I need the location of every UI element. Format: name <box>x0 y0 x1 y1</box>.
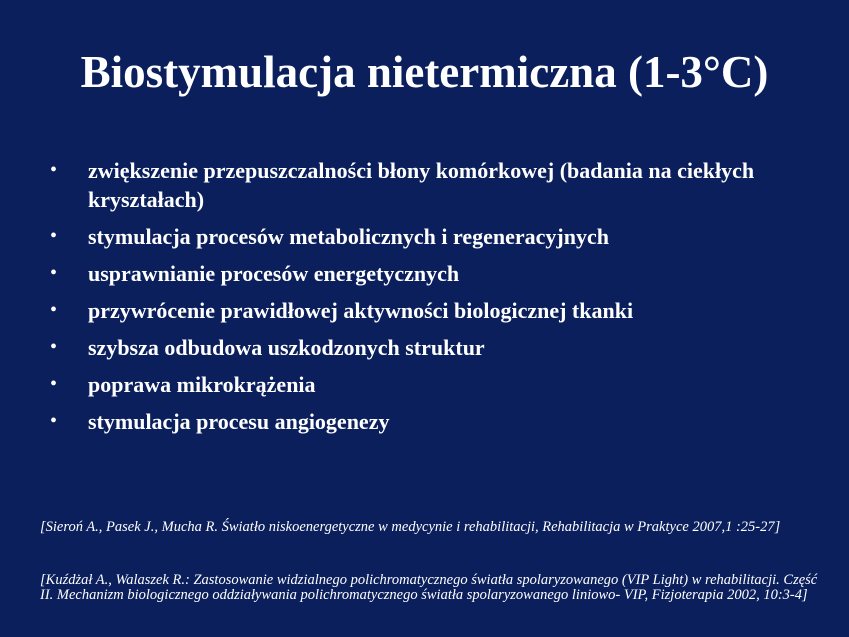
bullet-icon: • <box>50 299 58 321</box>
bullet-icon: • <box>50 262 58 284</box>
bullet-item <box>50 156 810 214</box>
bullet-text: poprawa mikrokrążenia <box>88 372 316 397</box>
bullet-text: stymulacja procesów metabolicznych i regeneracyjnych <box>88 224 609 249</box>
bullet-text: zwiększenie przepuszczalności błony komórkowej (badania na ciekłych kryształach) <box>88 158 755 212</box>
bullet-icon: • <box>50 159 58 181</box>
bullet-icon: • <box>50 373 58 395</box>
bullet-item <box>50 259 810 288</box>
bullet-text: szybsza odbudowa uszkodzonych struktur <box>88 335 485 360</box>
bullet-item <box>50 222 810 251</box>
bullet-icon: • <box>50 336 58 358</box>
bullet-text: usprawnianie procesów energetycznych <box>88 261 460 286</box>
bullet-icon: • <box>50 225 58 247</box>
bullet-item <box>50 370 810 399</box>
bullet-list <box>50 156 810 444</box>
bullet-item <box>50 407 810 436</box>
reference-citation: [Kuźdżał A., Walaszek R.: Zastosowanie widzialnego polichromatycznego światła spolaryzowanego (VIP Light) w rehabilitacji. Część II. Mechanizm biologicznego oddziaływania polichromatycznego światła spolaryzowanego liniowo- VIP, Fizjoterapia 2002, 10:3-4] <box>40 572 818 603</box>
reference-citation: [Sieroń A., Pasek J., Mucha R. Światło niskoenergetyczne w medycynie i rehabilitacji, Rehabilitacja w Praktyce 2007,1 :25-27] <box>40 519 781 535</box>
bullet-text: stymulacja procesu angiogenezy <box>88 409 390 434</box>
bullet-text: przywrócenie prawidłowej aktywności biologicznej tkanki <box>88 298 634 323</box>
bullet-item <box>50 296 810 325</box>
bullet-item <box>50 333 810 362</box>
slide-title: Biostymulacja nietermiczna (1-3°C) <box>80 47 769 97</box>
bullet-icon: • <box>50 410 58 432</box>
